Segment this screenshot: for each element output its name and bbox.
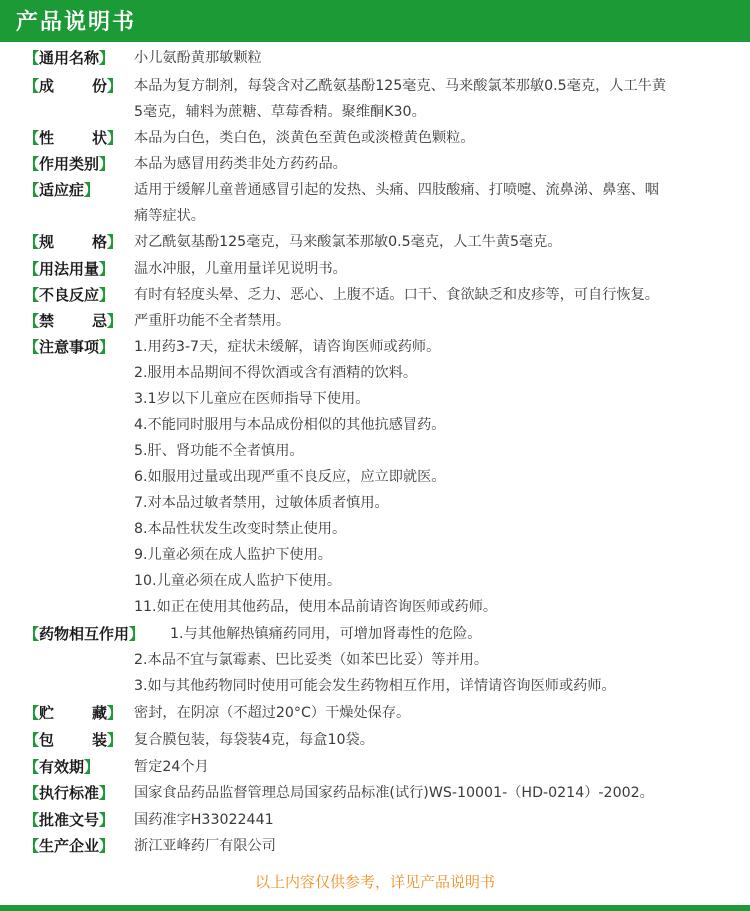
label-dosage: 【 用法用量 】 — [24, 260, 115, 278]
value-validity: 暂定24个月 — [134, 759, 209, 775]
value-generic-name: 小儿氨酚黄那敏颗粒 — [134, 50, 262, 66]
value-indications-line1: 适用于缓解儿童普通感冒引起的发热、头痛、四肢酸痛、打喷嚏、流鼻涕、鼻塞、咽 — [134, 182, 659, 198]
value-indications-line2: 痛等症状。 — [134, 208, 205, 224]
label-standard: 【 执行标准 】 — [24, 784, 115, 802]
header-divider — [0, 40, 750, 42]
value-adverse: 有时有轻度头晕、乏力、恶心、上腹不适。口干、食欲缺乏和皮疹等，可自行恢复。 — [134, 287, 659, 303]
header-bar — [0, 0, 750, 40]
reference-note: 以上内容仅供参考，详见产品说明书 — [254, 873, 495, 891]
precaution-item: 7.对本品过敏者禁用，过敏体质者慎用。 — [134, 495, 389, 511]
precaution-item: 10.儿童必须在成人监护下使用。 — [134, 573, 342, 589]
value-storage: 密封，在阴凉（不超过20°C）干燥处保存。 — [134, 705, 411, 721]
label-packaging: 【 包 装 】 — [24, 731, 123, 749]
precaution-item: 8.本品性状发生改变时禁止使用。 — [134, 521, 347, 537]
value-contraindications: 严重肝功能不全者禁用。 — [134, 313, 291, 329]
label-generic-name: 【 通用名称 】 — [24, 49, 115, 67]
label-category: 【 作用类别 】 — [24, 155, 115, 173]
label-approval: 【 批准文号 】 — [24, 811, 115, 829]
precaution-item: 2.服用本品期间不得饮酒或含有酒精的饮料。 — [134, 365, 418, 381]
value-properties: 本品为白色，类白色，淡黄色至黄色或淡橙黄色颗粒。 — [134, 130, 475, 146]
label-indications: 【 适应症 】 — [24, 181, 100, 199]
precaution-item: 5.肝、肾功能不全者慎用。 — [134, 443, 304, 459]
page-title: 产品说明书 — [16, 10, 137, 35]
value-standard: 国家食品药品监督管理总局国家药品标准(试行)WS-10001-（HD-0214）-2002。 — [134, 785, 654, 801]
interaction-item: 1.与其他解热镇痛药同用，可增加肾毒性的危险。 — [170, 626, 482, 642]
value-ingredients-line2: 5毫克，辅料为蔗糖、草莓香精。聚维酮K30。 — [134, 104, 426, 120]
precaution-item: 6.如服用过量或出现严重不良反应，应立即就医。 — [134, 469, 446, 485]
precaution-item: 4.不能同时服用与本品成份相似的其他抗感冒药。 — [134, 417, 446, 433]
label-ingredients: 【 成 份 】 — [24, 77, 123, 95]
value-category: 本品为感冒用药类非处方药药品。 — [134, 156, 347, 172]
label-storage: 【 贮 藏 】 — [24, 704, 123, 722]
label-adverse: 【 不良反应 】 — [24, 286, 115, 304]
value-manufacturer: 浙江亚峰药厂有限公司 — [134, 838, 276, 854]
value-specification: 对乙酰氨基酚125毫克，马来酸氯苯那敏0.5毫克，人工牛黄5毫克。 — [134, 234, 562, 250]
label-validity: 【 有效期 】 — [24, 758, 100, 776]
footer-bar — [0, 905, 750, 911]
label-contraindications: 【 禁 忌 】 — [24, 312, 123, 330]
value-ingredients-line1: 本品为复方制剂，每袋含对乙酰氨基酚125毫克、马来酸氯苯那敏0.5毫克，人工牛黄 — [134, 78, 667, 94]
value-packaging: 复合膜包装，每袋装4克，每盒10袋。 — [134, 732, 374, 748]
value-dosage: 温水冲服，儿童用量详见说明书。 — [134, 261, 347, 277]
precaution-item: 1.用药3-7天，症状未缓解，请咨询医师或药师。 — [134, 339, 441, 355]
label-precautions: 【 注意事项 】 — [24, 338, 115, 356]
value-approval: 国药准字H33022441 — [134, 812, 274, 828]
label-manufacturer: 【 生产企业 】 — [24, 837, 115, 855]
label-properties: 【 性 状 】 — [24, 129, 123, 147]
interaction-item: 3.如与其他药物同时使用可能会发生药物相互作用，详情请咨询医师或药师。 — [134, 678, 616, 694]
precaution-item: 9.儿童必须在成人监护下使用。 — [134, 547, 332, 563]
precaution-item: 11.如正在使用其他药品，使用本品前请咨询医师或药师。 — [134, 599, 498, 615]
interaction-item: 2.本品不宜与氯霉素、巴比妥类（如苯巴比妥）等并用。 — [134, 652, 489, 668]
label-specification: 【 规 格 】 — [24, 233, 123, 251]
precaution-item: 3.1岁以下儿童应在医师指导下使用。 — [134, 391, 370, 407]
label-interactions: 【 药物相互作用 】 — [24, 625, 145, 643]
